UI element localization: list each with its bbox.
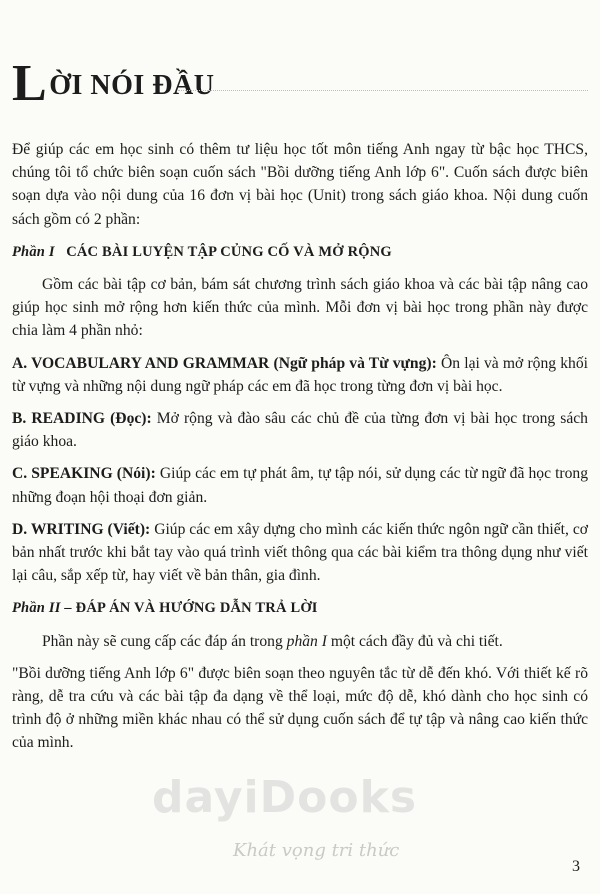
item-label: D. WRITING (Viết):: [12, 520, 151, 538]
part2-heading: [12, 597, 588, 620]
page-number: 3: [572, 858, 580, 875]
watermark-tagline: Khát vọng tri thức: [233, 840, 400, 861]
title-rule: [178, 90, 588, 91]
item-speaking: [12, 462, 588, 508]
part2-title: ĐÁP ÁN VÀ HƯỚNG DẪN TRẢ LỜI: [75, 600, 318, 617]
part2-body-end: một cách đầy đủ và chi tiết.: [330, 632, 503, 650]
item-text: Mở rộng và đào sâu các chủ đề của từng đơn vị bài học trong sách giáo khoa.: [12, 410, 588, 451]
title-initial: L: [12, 55, 48, 112]
part1-label: Phần I: [12, 243, 55, 260]
item-vocabulary: [12, 352, 588, 398]
part1-heading: [12, 241, 588, 264]
part2-body-start: Phần này sẽ cung cấp các đáp án trong: [42, 632, 283, 650]
closing-paragraph: "Bồi dưỡng tiếng Anh lớp 6" được biên soạn theo nguyên tắc từ dễ đến khó. Với thiết kế rõ ràng, dễ tra cứu và các bài tập đa dạng về thể loại, mức độ dễ, khó dành cho học sinh có trình độ ở những miền khác nhau có thể sử dụng cuốn sách để tự tập và nâng cao kiến thức của mình.: [12, 664, 588, 752]
part2-body: [12, 630, 588, 653]
part2-label: Phần II –: [12, 600, 72, 617]
watermark-logo: dayiDooks: [152, 772, 418, 823]
item-text: Giúp các em xây dựng cho mình các kiến thức ngôn ngữ cần thiết, cơ bản nhất trước khi bắt tay vào quá trình viết thông qua các bài kiểm tra thông dụng như viết lại câu, sắp xếp từ, hay viết về bản thân, gia đình.: [12, 520, 588, 585]
title-rest: ỜI NÓI ĐẦU: [49, 70, 215, 101]
item-text: Giúp các em tự phát âm, tự tập nói, sử dụng các từ ngữ đã học trong những đoạn hội thoại đơn giản.: [12, 465, 588, 506]
part1-body: Gồm các bài tập cơ bản, bám sát chương trình sách giáo khoa và các bài tập nâng cao giúp học sinh mở rộng hơn kiến thức của mình. Mỗi đơn vị bài học trong phần này được chia làm 4 phần nhỏ:: [12, 276, 588, 340]
intro-paragraph: Để giúp các em học sinh có thêm tư liệu học tốt môn tiếng Anh ngay từ bậc học THCS, chúng tôi tổ chức biên soạn cuốn sách "Bồi dưỡng tiếng Anh lớp 6". Cuốn sách được biên soạn dựa vào nội dung của 16 đơn vị bài học (Unit) trong sách giáo khoa. Nội dung cuốn sách gồm có 2 phần:: [12, 141, 588, 228]
page-title: [12, 55, 215, 112]
body-text: [12, 138, 588, 755]
part1-title: CÁC BÀI LUYỆN TẬP CỦNG CỐ VÀ MỞ RỘNG: [66, 243, 392, 260]
item-label: A. VOCABULARY AND GRAMMAR (Ngữ pháp và Từ vựng):: [12, 354, 437, 372]
item-writing: [12, 518, 588, 588]
item-text: Ôn lại và mở rộng khối từ vựng và những nội dung ngữ pháp các em đã học trong từng đơn vị bài học.: [12, 354, 588, 395]
item-label: C. SPEAKING (Nói):: [12, 465, 156, 483]
part2-body-emphasis: phần I: [286, 632, 327, 650]
item-reading: [12, 407, 588, 453]
item-label: B. READING (Đọc):: [12, 410, 152, 428]
